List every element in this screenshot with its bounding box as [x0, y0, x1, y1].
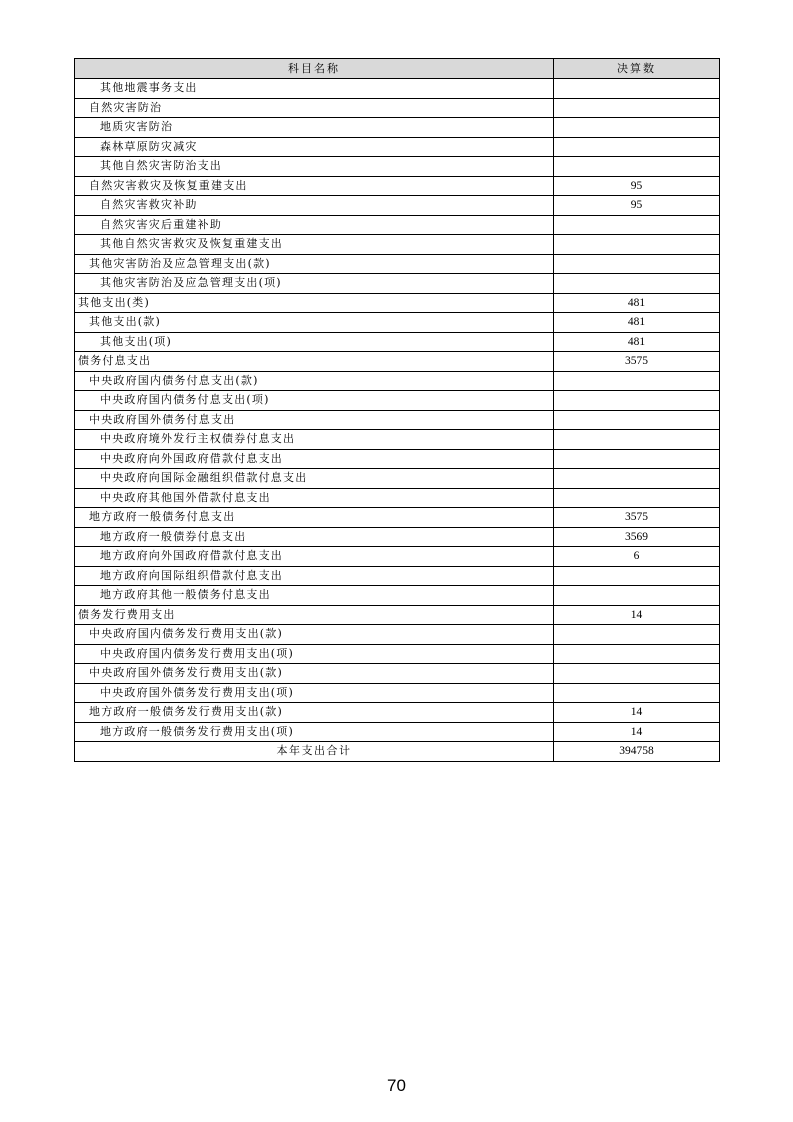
table-row — [75, 527, 720, 547]
table-row — [75, 352, 720, 372]
row-subject-name: 地方政府一般债务付息支出 — [75, 508, 554, 528]
row-subject-name: 其他自然灾害防治支出 — [75, 157, 554, 177]
table-row — [75, 215, 720, 235]
row-subject-name: 地方政府一般债务发行费用支出(款) — [75, 703, 554, 723]
row-final-amount — [554, 683, 720, 703]
row-final-amount — [554, 157, 720, 177]
row-subject-name: 自然灾害灾后重建补助 — [75, 215, 554, 235]
row-subject-name: 自然灾害救灾及恢复重建支出 — [75, 176, 554, 196]
row-subject-name: 地方政府一般债券付息支出 — [75, 527, 554, 547]
row-subject-name: 中央政府其他国外借款付息支出 — [75, 488, 554, 508]
table-row — [75, 703, 720, 723]
row-final-amount: 6 — [554, 547, 720, 567]
table-row — [75, 293, 720, 313]
table-row — [75, 547, 720, 567]
row-subject-name: 中央政府向外国政府借款付息支出 — [75, 449, 554, 469]
page-number: 70 — [387, 1076, 406, 1095]
table-row — [75, 644, 720, 664]
total-label: 本年支出合计 — [75, 742, 554, 762]
row-final-amount: 3575 — [554, 352, 720, 372]
row-subject-name: 中央政府国内债务发行费用支出(款) — [75, 625, 554, 645]
row-final-amount — [554, 98, 720, 118]
table-row — [75, 566, 720, 586]
row-subject-name: 自然灾害救灾补助 — [75, 196, 554, 216]
row-subject-name: 自然灾害防治 — [75, 98, 554, 118]
row-final-amount: 14 — [554, 703, 720, 723]
budget-table-container — [74, 58, 719, 762]
table-row — [75, 625, 720, 645]
row-final-amount — [554, 274, 720, 294]
row-subject-name: 其他地震事务支出 — [75, 79, 554, 99]
row-final-amount — [554, 430, 720, 450]
table-row — [75, 98, 720, 118]
table-row — [75, 254, 720, 274]
row-final-amount — [554, 371, 720, 391]
row-subject-name: 中央政府向国际金融组织借款付息支出 — [75, 469, 554, 489]
row-subject-name: 中央政府境外发行主权债券付息支出 — [75, 430, 554, 450]
row-subject-name: 地方政府向国际组织借款付息支出 — [75, 566, 554, 586]
table-row — [75, 469, 720, 489]
table-row — [75, 274, 720, 294]
table-header-row — [75, 59, 720, 79]
row-subject-name: 中央政府国内债务付息支出(款) — [75, 371, 554, 391]
row-final-amount: 14 — [554, 605, 720, 625]
table-row — [75, 332, 720, 352]
header-subject-name: 科目名称 — [75, 59, 554, 79]
table-row — [75, 430, 720, 450]
row-final-amount — [554, 644, 720, 664]
row-subject-name: 地方政府其他一般债务付息支出 — [75, 586, 554, 606]
row-final-amount: 3569 — [554, 527, 720, 547]
budget-table — [74, 58, 720, 762]
table-row — [75, 449, 720, 469]
row-final-amount — [554, 235, 720, 255]
table-row — [75, 176, 720, 196]
table-row — [75, 410, 720, 430]
table-row — [75, 157, 720, 177]
row-subject-name: 森林草原防灾减灾 — [75, 137, 554, 157]
row-final-amount — [554, 586, 720, 606]
row-final-amount — [554, 449, 720, 469]
table-row — [75, 664, 720, 684]
row-final-amount — [554, 664, 720, 684]
row-final-amount: 95 — [554, 196, 720, 216]
table-row — [75, 371, 720, 391]
row-subject-name: 地质灾害防治 — [75, 118, 554, 138]
row-final-amount — [554, 625, 720, 645]
row-final-amount — [554, 215, 720, 235]
row-final-amount: 3575 — [554, 508, 720, 528]
row-subject-name: 中央政府国外债务发行费用支出(项) — [75, 683, 554, 703]
row-subject-name: 其他支出(款) — [75, 313, 554, 333]
row-final-amount: 481 — [554, 332, 720, 352]
table-row — [75, 683, 720, 703]
row-final-amount — [554, 118, 720, 138]
row-subject-name: 债务发行费用支出 — [75, 605, 554, 625]
row-final-amount: 481 — [554, 313, 720, 333]
row-final-amount — [554, 254, 720, 274]
table-body — [75, 79, 720, 742]
table-row — [75, 196, 720, 216]
row-final-amount — [554, 469, 720, 489]
row-final-amount — [554, 566, 720, 586]
row-final-amount — [554, 488, 720, 508]
table-row — [75, 79, 720, 99]
row-final-amount: 481 — [554, 293, 720, 313]
table-row — [75, 508, 720, 528]
row-subject-name: 地方政府向外国政府借款付息支出 — [75, 547, 554, 567]
row-final-amount: 14 — [554, 722, 720, 742]
table-row — [75, 488, 720, 508]
row-subject-name: 中央政府国外债务付息支出 — [75, 410, 554, 430]
table-row — [75, 605, 720, 625]
table-row — [75, 235, 720, 255]
row-subject-name: 中央政府国内债务发行费用支出(项) — [75, 644, 554, 664]
table-row — [75, 313, 720, 333]
table-row — [75, 586, 720, 606]
row-subject-name: 中央政府国外债务发行费用支出(款) — [75, 664, 554, 684]
row-final-amount: 95 — [554, 176, 720, 196]
table-row — [75, 118, 720, 138]
table-row — [75, 391, 720, 411]
row-subject-name: 其他支出(类) — [75, 293, 554, 313]
row-final-amount — [554, 410, 720, 430]
row-final-amount — [554, 137, 720, 157]
row-subject-name: 债务付息支出 — [75, 352, 554, 372]
header-final-amount: 决算数 — [554, 59, 720, 79]
row-subject-name: 地方政府一般债务发行费用支出(项) — [75, 722, 554, 742]
row-subject-name: 其他灾害防治及应急管理支出(项) — [75, 274, 554, 294]
row-subject-name: 其他自然灾害救灾及恢复重建支出 — [75, 235, 554, 255]
table-row — [75, 137, 720, 157]
row-subject-name: 中央政府国内债务付息支出(项) — [75, 391, 554, 411]
total-value: 394758 — [554, 742, 720, 762]
row-subject-name: 其他灾害防治及应急管理支出(款) — [75, 254, 554, 274]
row-subject-name: 其他支出(项) — [75, 332, 554, 352]
row-final-amount — [554, 391, 720, 411]
row-final-amount — [554, 79, 720, 99]
table-row — [75, 722, 720, 742]
total-row — [75, 742, 720, 762]
